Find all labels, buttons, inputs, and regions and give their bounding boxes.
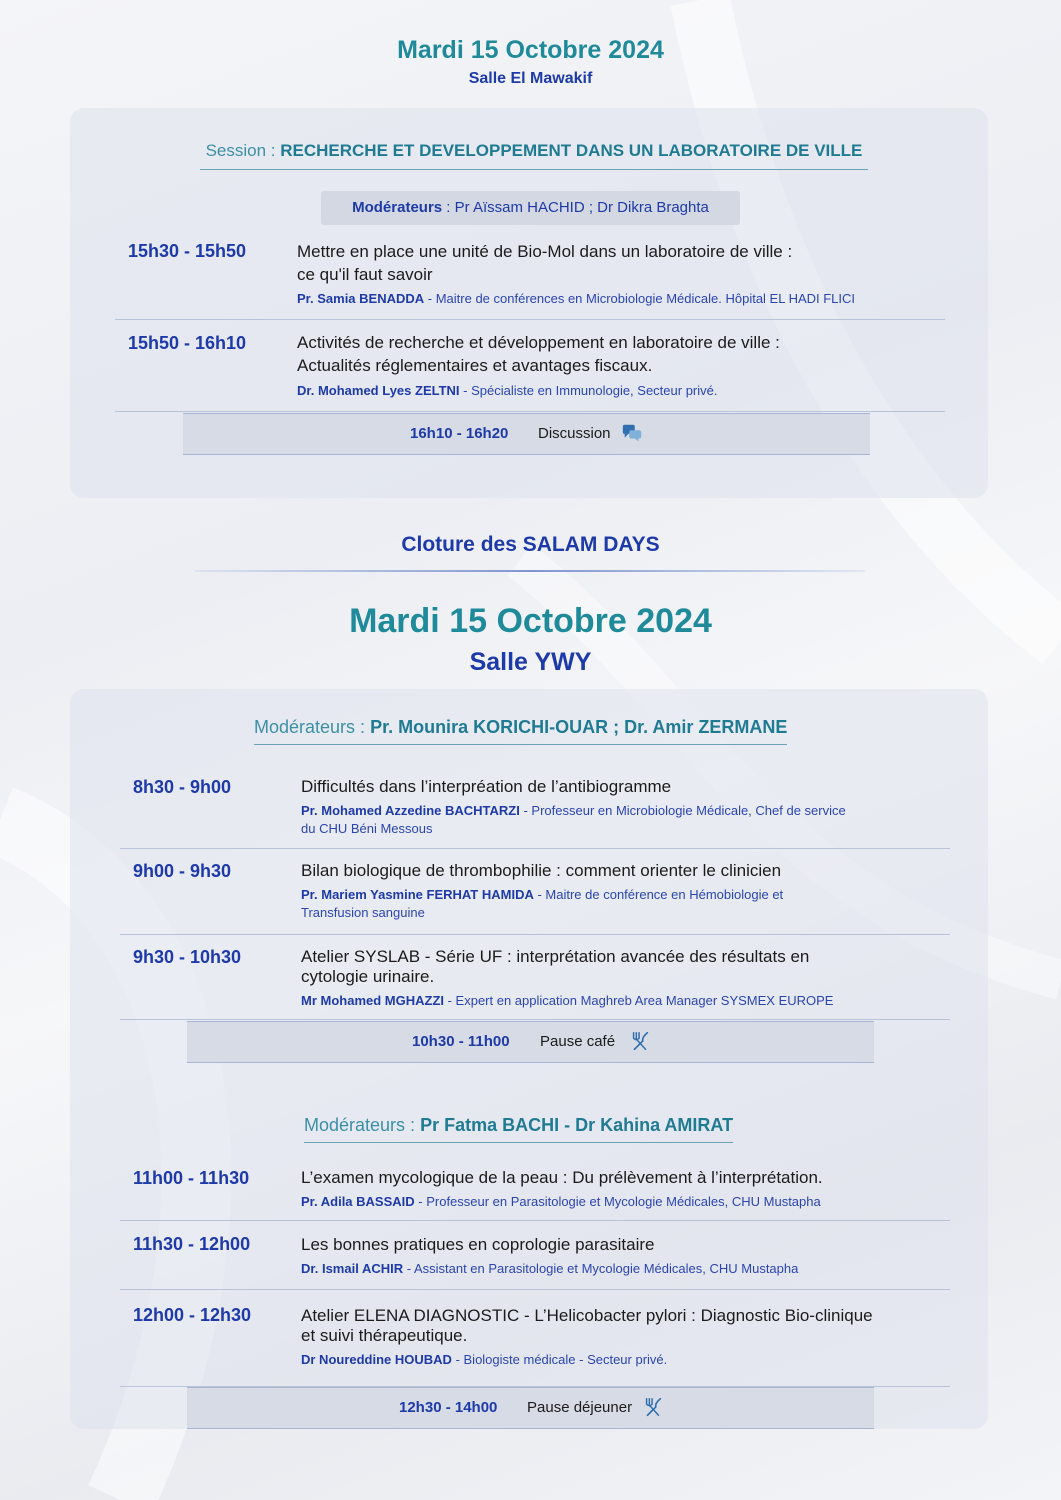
speaker-name: Pr. Mohamed Azzedine BACHTARZI [301,803,520,818]
speaker-name: Pr. Mariem Yasmine FERHAT HAMIDA [301,887,534,902]
break-label: Pause café [540,1033,616,1050]
section2-room: Salle YWY [469,648,592,676]
talk-time: 15h30 - 15h50 [128,241,247,261]
block2-moderators [304,1115,733,1143]
talk-time: 11h00 - 11h30 [133,1168,250,1188]
speaker-name: Mr Mohamed MGHAZZI [301,993,444,1008]
talk-title-line: Actualités réglementaires et avantages fiscaux. [297,356,653,375]
speaker-role: - Spécialiste en Immunologie, Secteur privé. [459,383,718,398]
speaker-name: Dr. Ismail ACHIR [301,1261,404,1276]
divider [120,1220,950,1221]
divider [120,848,950,849]
divider [120,1289,950,1290]
talk-speaker [297,382,718,400]
speaker-name: Pr. Adila BASSAID [301,1194,415,1209]
talk-time: 9h00 - 9h30 [133,861,232,881]
speaker-role: - Biologiste médicale - Secteur privé. [451,1352,668,1367]
moderators-value: Pr Fatma BACHI - Dr Kahina AMIRAT [420,1115,734,1135]
talk-title [301,1166,823,1189]
talk-speaker [301,1193,821,1211]
break-label: Pause déjeuner [527,1399,633,1416]
talk-time: 9h30 - 10h30 [133,947,242,967]
talk-speaker [301,1351,667,1369]
talk-title [301,859,781,882]
section1-room: Salle El Mawakif [468,70,593,87]
talk-title-line: Les bonnes pratiques en coprologie parasitaire [301,1235,655,1254]
talk-speaker [301,992,833,1010]
moderators-value: Pr. Mounira KORICHI-OUAR ; Dr. Amir ZERMANE [370,717,788,737]
talk-title-line: Atelier SYSLAB - Série UF : interprétation avancée des résultats en [301,947,810,966]
closing-title: Cloture des SALAM DAYS [401,533,660,556]
talk-title [301,1233,654,1256]
session-title [200,141,868,170]
session-label: Session : [205,141,281,160]
talk-title-line: Activités de recherche et développement en laboratoire de ville : [297,333,780,352]
discussion-icon [621,422,643,444]
speaker-role: - Assistant en Parasitologie et Mycologie Médicales, CHU Mustapha [403,1261,799,1276]
divider [120,1019,950,1020]
talk-title-line: et suivi thérapeutique. [301,1326,468,1345]
speaker-role: - Professeur en Microbiologie Médicale, Chef de service [519,803,846,818]
break-time: 16h10 - 16h20 [410,425,509,442]
speaker-role: - Maitre de conférence en Hémobiologie et [533,887,784,902]
section1-date: Mardi 15 Octobre 2024 [397,36,664,64]
talk-title-line: Difficultés dans l’interpréation de l’antibiogramme [301,777,672,796]
talk-title-line: Bilan biologique de thrombophilie : comment orienter le clinicien [301,861,782,880]
talk-title-line: cytologie urinaire. [301,967,435,986]
talk-title [301,945,809,988]
talk-title [301,1304,873,1347]
talk-title-line: Mettre en place une unité de Bio-Mol dans un laboratoire de ville : [297,242,793,261]
speaker-name: Dr. Mohamed Lyes ZELTNI [297,383,460,398]
divider [115,319,945,320]
break-time: 12h30 - 14h00 [399,1399,498,1416]
discussion-bar [183,413,870,455]
speaker-role: - Maitre de conférences en Microbiologie Médicale. Hôpital EL HADI FLICI [424,291,856,306]
talk-time: 15h50 - 16h10 [128,333,247,353]
divider [115,411,945,412]
talk-title-line: ce qu'il faut savoir [297,265,433,284]
section1-moderators [321,191,740,225]
break-time: 10h30 - 11h00 [412,1033,510,1050]
moderators-label: Modérateurs : [254,717,371,737]
talk-title [297,240,792,286]
speaker-role-line: du CHU Béni Messous [301,821,433,836]
talk-speaker [297,290,855,308]
speaker-role: - Professeur en Parasitologie et Mycologie Médicales, CHU Mustapha [414,1194,821,1209]
talk-title-line: L’examen mycologique de la peau : Du prélèvement à l’interprétation. [301,1168,823,1187]
talk-title [297,331,780,377]
talk-time: 11h30 - 12h00 [133,1234,251,1254]
talk-speaker [301,802,846,838]
closing-divider [195,570,865,572]
talk-speaker [301,1260,798,1278]
talk-time: 12h00 - 12h30 [133,1305,252,1325]
coffee-break-bar [187,1021,874,1063]
cutlery-icon [629,1030,651,1052]
speaker-role-line: Transfusion sanguine [301,905,425,920]
talk-title-line: Atelier ELENA DIAGNOSTIC - L’Helicobacter pylori : Diagnostic Bio-clinique [301,1306,873,1325]
moderators-value: : Pr Aïssam HACHID ; Dr Dikra Braghta [442,199,709,216]
divider [120,934,950,935]
talk-title [301,775,671,798]
speaker-role: - Expert en application Maghreb Area Manager SYSMEX EUROPE [444,993,834,1008]
lunch-break-bar [187,1387,874,1429]
block1-moderators [254,717,787,745]
cutlery-icon [642,1396,664,1418]
moderators-label: Modérateurs [352,199,443,216]
talk-time: 8h30 - 9h00 [133,777,232,797]
talk-speaker [301,886,783,922]
speaker-name: Pr. Samia BENADDA [297,291,425,306]
section2-date: Mardi 15 Octobre 2024 [349,602,712,640]
session-name: RECHERCHE ET DEVELOPPEMENT DANS UN LABORATOIRE DE VILLE [280,141,863,160]
moderators-label: Modérateurs : [304,1115,421,1135]
break-label: Discussion [538,425,611,442]
speaker-name: Dr Noureddine HOUBAD [301,1352,452,1367]
